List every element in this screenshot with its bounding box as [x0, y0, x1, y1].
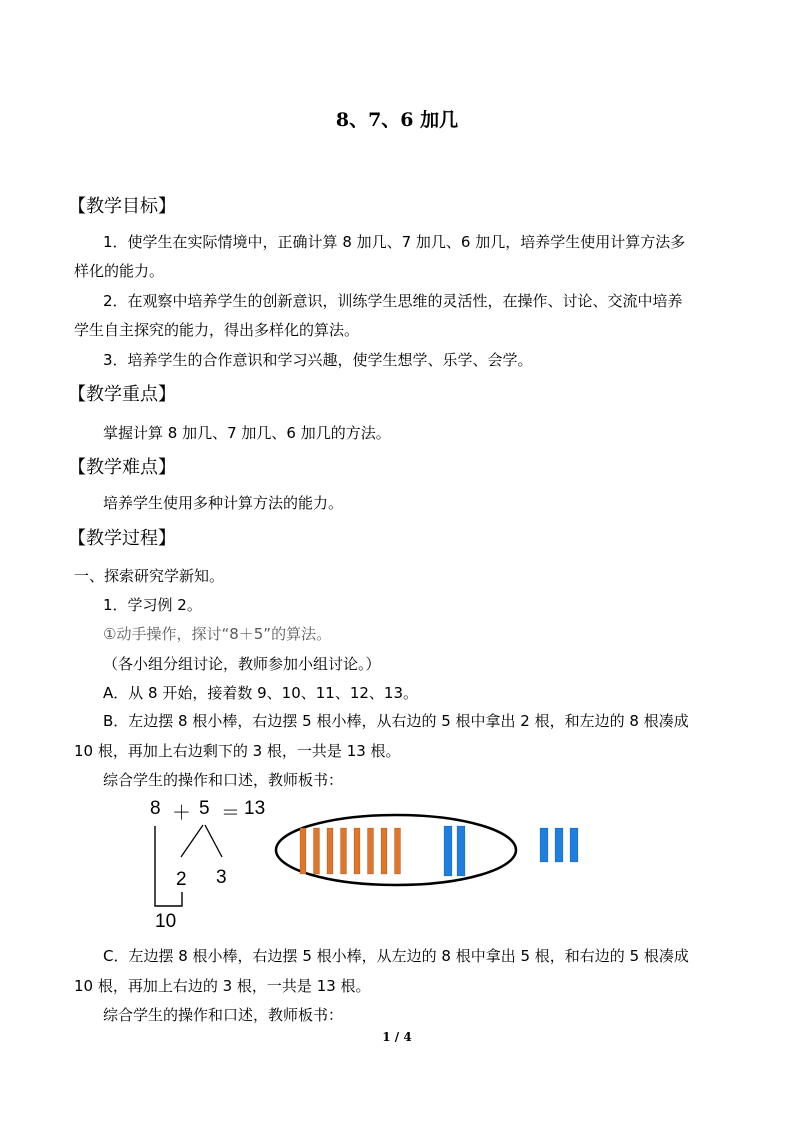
orange-stick	[300, 828, 306, 874]
orange-sticks-group	[300, 828, 401, 874]
board-intro-1: 综合学生的操作和口述，教师板书：	[103, 771, 344, 789]
addend-1: 8	[150, 798, 161, 819]
split-line-right	[205, 825, 222, 857]
blue-stick	[570, 828, 578, 862]
objective-1-line1: 1．使学生在实际情境中，正确计算 8 加几、7 加几、6 加几，培养学生使用计算方法多	[103, 233, 686, 251]
blue-stick	[555, 828, 563, 862]
step-1-a: ①动手操作，探讨“8＋5”的算法。	[103, 625, 332, 643]
step-1-b: （各小组分组讨论，教师参加小组讨论。）	[103, 655, 381, 673]
split-part-2: 2	[176, 869, 187, 890]
heading-difficulties: 【教学难点】	[68, 457, 176, 478]
orange-stick	[314, 828, 320, 874]
step-one: 一、探索研究学新知。	[74, 567, 225, 585]
method-c-line2: 10 根，再加上右边的 3 根，一共是 13 根。	[74, 977, 371, 995]
addend-2: 5	[199, 798, 210, 819]
difficulties-text: 培养学生使用多种计算方法的能力。	[103, 494, 344, 512]
key-points-text: 掌握计算 8 加几、7 加几、6 加几的方法。	[103, 424, 391, 442]
blue-sticks-outside-group	[540, 828, 578, 862]
orange-stick	[381, 828, 387, 874]
method-a: A．从 8 开始，接着数 9、10、11、12、13。	[103, 684, 419, 702]
objective-2-line2: 学生自主探究的能力，得出多样化的算法。	[74, 321, 360, 339]
orange-stick	[327, 828, 333, 874]
blue-stick	[444, 826, 452, 876]
equals-sign: ＝	[221, 803, 241, 824]
split-line-left	[181, 825, 203, 857]
objective-1-line2: 样化的能力。	[74, 262, 165, 280]
heading-process: 【教学过程】	[68, 528, 176, 549]
blue-stick	[540, 828, 548, 862]
step-1: 1．学习例 2。	[103, 596, 202, 614]
heading-objectives: 【教学目标】	[68, 196, 176, 217]
objective-3: 3．培养学生的合作意识和学习兴趣，使学生想学、乐学、会学。	[103, 351, 533, 369]
page-number: 1 / 4	[382, 1030, 412, 1044]
board-intro-2: 综合学生的操作和口述，教师板书：	[103, 1006, 344, 1024]
orange-stick	[354, 828, 360, 874]
blue-sticks-in-oval-group	[444, 826, 465, 876]
split-part-3: 3	[216, 867, 227, 888]
orange-stick	[341, 828, 347, 874]
plus-sign: ＋	[172, 803, 192, 824]
ten-result: 10	[155, 911, 177, 932]
document-title: 8、7、6 加几	[335, 109, 459, 131]
sum: 13	[244, 798, 266, 819]
blue-stick	[457, 826, 465, 876]
heading-key-points: 【教学重点】	[68, 384, 176, 405]
method-c-line1: C．左边摆 8 根小棒，右边摆 5 根小棒，从左边的 8 根中拿出 5 根，和右边的 5 根凑成	[103, 947, 689, 965]
method-b-line2: 10 根，再加上右边剩下的 3 根，一共是 13 根。	[74, 742, 401, 760]
ten-bracket	[155, 826, 182, 906]
orange-stick	[368, 828, 374, 874]
orange-stick	[395, 828, 401, 874]
method-b-line1: B．左边摆 8 根小棒，右边摆 5 根小棒，从右边的 5 根中拿出 2 根，和左边的 8 根凑成	[103, 712, 689, 730]
objective-2-line1: 2．在观察中培养学生的创新意识，训练学生思维的灵活性，在操作、讨论、交流中培养	[103, 292, 683, 310]
